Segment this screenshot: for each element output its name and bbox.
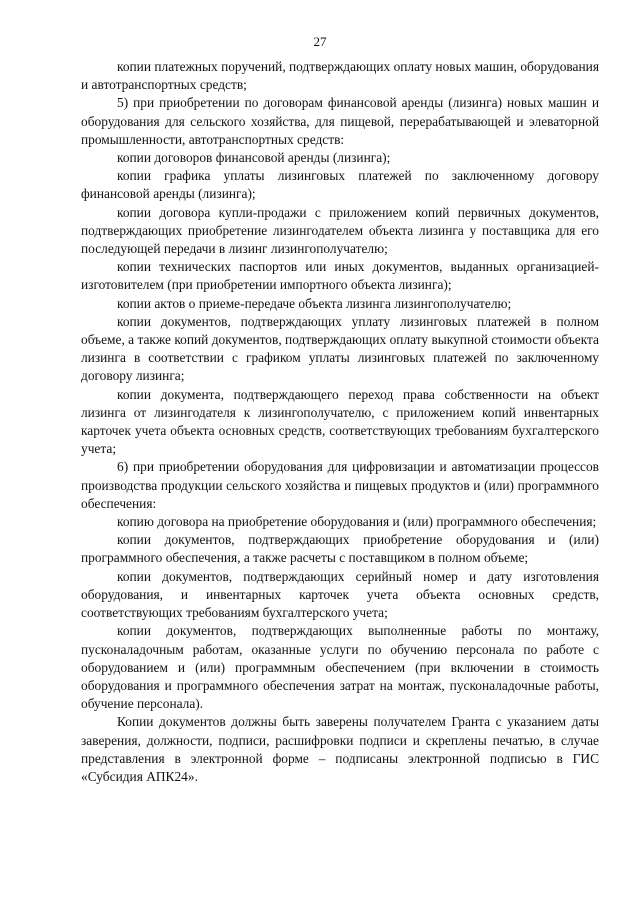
paragraph: 5) при приобретении по договорам финансовой аренды (лизинга) новых машин и оборудования для сельского хозяйства, для пищевой, перерабатывающей и элеваторной промышленности, автотранспортных средств: [81,95,599,147]
paragraph: 6) при приобретении оборудования для цифровизации и автоматизации процессов производства продукции сельского хозяйства и пищевых продуктов и (или) программного обеспечения: [81,459,599,511]
paragraph: копии документов, подтверждающих приобретение оборудования и (или) программного обеспечения, а также расчеты с поставщиком в полном объеме; [81,532,599,566]
paragraph: копии графика уплаты лизинговых платежей по заключенному договору финансовой аренды (лизинга); [81,168,599,202]
page-number: 27 [313,34,327,49]
paragraph: Копии документов должны быть заверены получателем Гранта с указанием даты заверения, должности, подписи, расшифровки подписи и скреплены печатью, в случае представления в электронной форме – подписаны электронной подписью в ГИС «Субсидия АПК24». [81,714,599,784]
paragraph: копии актов о приеме-передаче объекта лизинга лизингополучателю; [117,295,512,311]
paragraph: копии договоров финансовой аренды (лизинга); [117,150,391,166]
paragraph: копии документов, подтверждающих уплату лизинговых платежей в полном объеме, а также копий документов, подтверждающих оплату выкупной стоимости объекта лизинга в соответствии с графиком уплаты лизинговых платежей по заключенному договору лизинга; [81,313,599,384]
paragraph: копии документов, подтверждающих серийный номер и дату изготовления оборудования, и инвентарных карточек учета объекта основных средств, соответствующих требованиям бухгалтерского учета; [81,568,599,621]
paragraph: копии документов, подтверждающих выполненные работы по монтажу, пусконаладочным работам, оказанные услуги по обучению персонала по работе с оборудованием и (или) программным обеспечением (при включении в стоимость оборудования и программного обеспечения затрат на монтаж, пусконаладочные работы, обучение персонала). [81,623,599,712]
paragraph: копии технических паспортов или иных документов, выданных организацией-изготовителем (при приобретении импортного объекта лизинга); [81,259,599,293]
paragraph: копии документа, подтверждающего переход права собственности на объект лизинга от лизингодателя к лизингополучателю, с приложением копий инвентарных карточек учета объекта основных средств, соответствующих требованиям бухгалтерского учета; [81,386,599,457]
paragraph: копии договора купли-продажи с приложением копий первичных документов, подтверждающих приобретение лизингодателем объекта лизинга у поставщика для его последующей передачи в лизинг лизингополучателю; [81,204,599,257]
paragraph: копии платежных поручений, подтверждающих оплату новых машин, оборудования и автотранспортных средств; [81,59,599,93]
document-body [81,58,599,786]
paragraph: копию договора на приобретение оборудования и (или) программного обеспечения; [117,514,597,530]
